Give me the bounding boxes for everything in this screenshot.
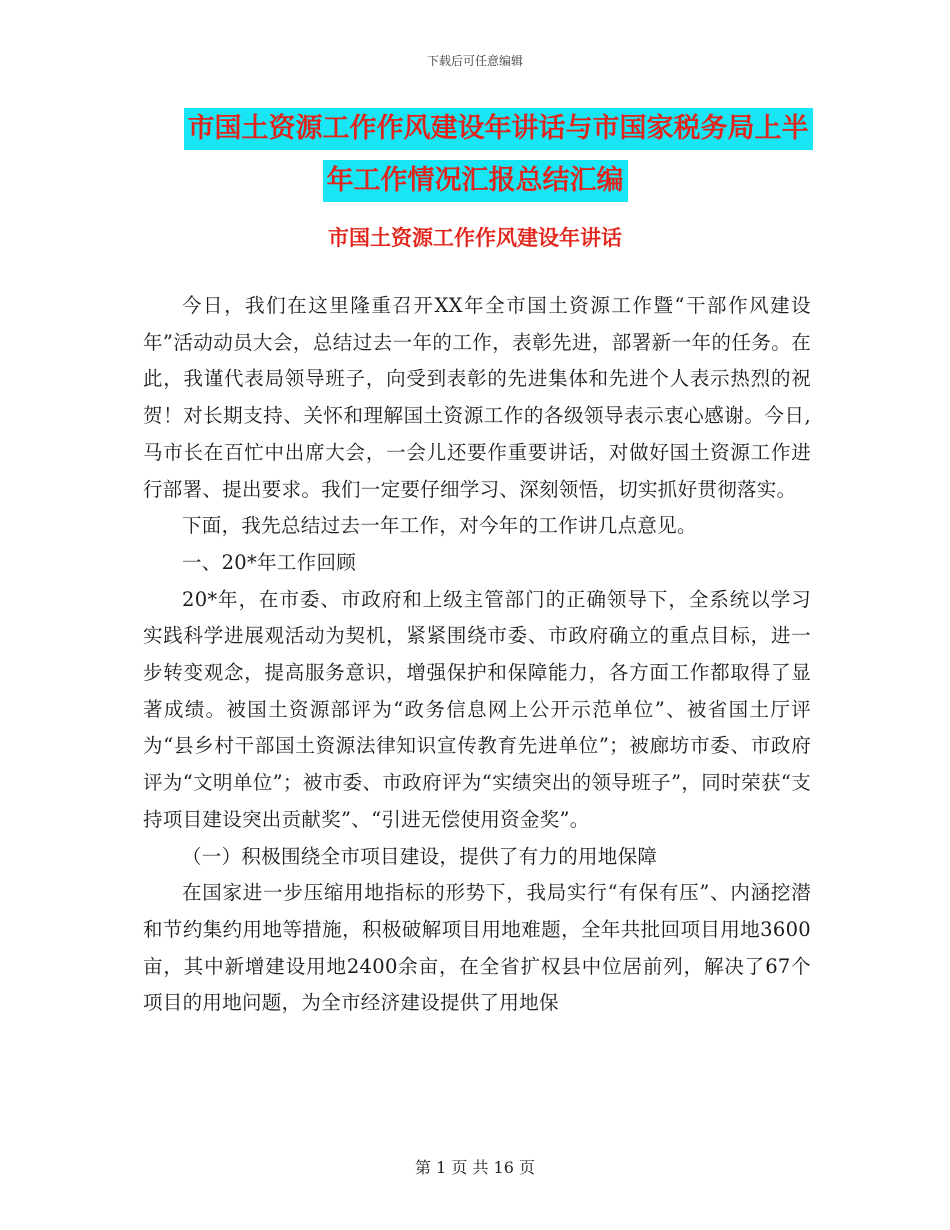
page-header: 下载后可任意编辑: [426, 54, 523, 68]
paragraph: 一、20*年工作回顾: [182, 550, 357, 574]
document-title: [0, 108, 950, 202]
section-title: 市国土资源工作作风建设年讲话: [328, 226, 622, 250]
paragraph: （一）积极围绕全市项目建设，提供了有力的用地保障: [182, 844, 658, 868]
paragraph: 下面，我先总结过去一年工作，对今年的工作讲几点意见。: [182, 514, 697, 538]
title-line-2: 年工作情况汇报总结汇编: [323, 160, 628, 202]
title-line-1: 市国土资源工作作风建设年讲话与市国家税务局上半: [184, 108, 813, 150]
paragraph: 在国家进一步压缩用地指标的形势下，我局实行“有保有压”、内涵挖潜和节约集约用地等措施，积极破解项目用地难题，全年共批回项目用地3600亩，其中新增建设用地2400余亩，在全省扩权县中位居前列，解决了67个项目的用地问题，为全市经济建设提供了用地保: [143, 881, 811, 1015]
document-body: [143, 288, 811, 1022]
paragraph: 20*年，在市委、市政府和上级主管部门的正确领导下，全系统以学习实践科学进展观活动为契机，紧紧围绕市委、市政府确立的重点目标，进一步转变观念，提高服务意识，增强保护和保障能力，各方面工作都取得了显著成绩。被国土资源部评为“政务信息网上公开示范单位”、被省国土厅评为“县乡村干部国土资源法律知识宣传教育先进单位”；被廊坊市委、市政府评为“文明单位”；被市委、市政府评为“实绩突出的领导班子”，同时荣获“支持项目建设突出贡献奖”、“引进无偿使用资金奖”。: [143, 587, 811, 831]
page-footer: 第 1 页 共 16 页: [415, 1158, 535, 1177]
paragraph: 今日，我们在这里隆重召开XX年全市国土资源工作暨“干部作风建设年”活动动员大会，总结过去一年的工作，表彰先进，部署新一年的任务。在此，我谨代表局领导班子，向受到表彰的先进集体和先进个人表示热烈的祝贺！对长期支持、关怀和理解国土资源工作的各级领导表示衷心感谢。今日,马市长在百忙中出席大会，一会儿还要作重要讲话，对做好国土资源工作进行部署、提出要求。我们一定要仔细学习、深刻领悟，切实抓好贯彻落实。: [143, 294, 811, 501]
